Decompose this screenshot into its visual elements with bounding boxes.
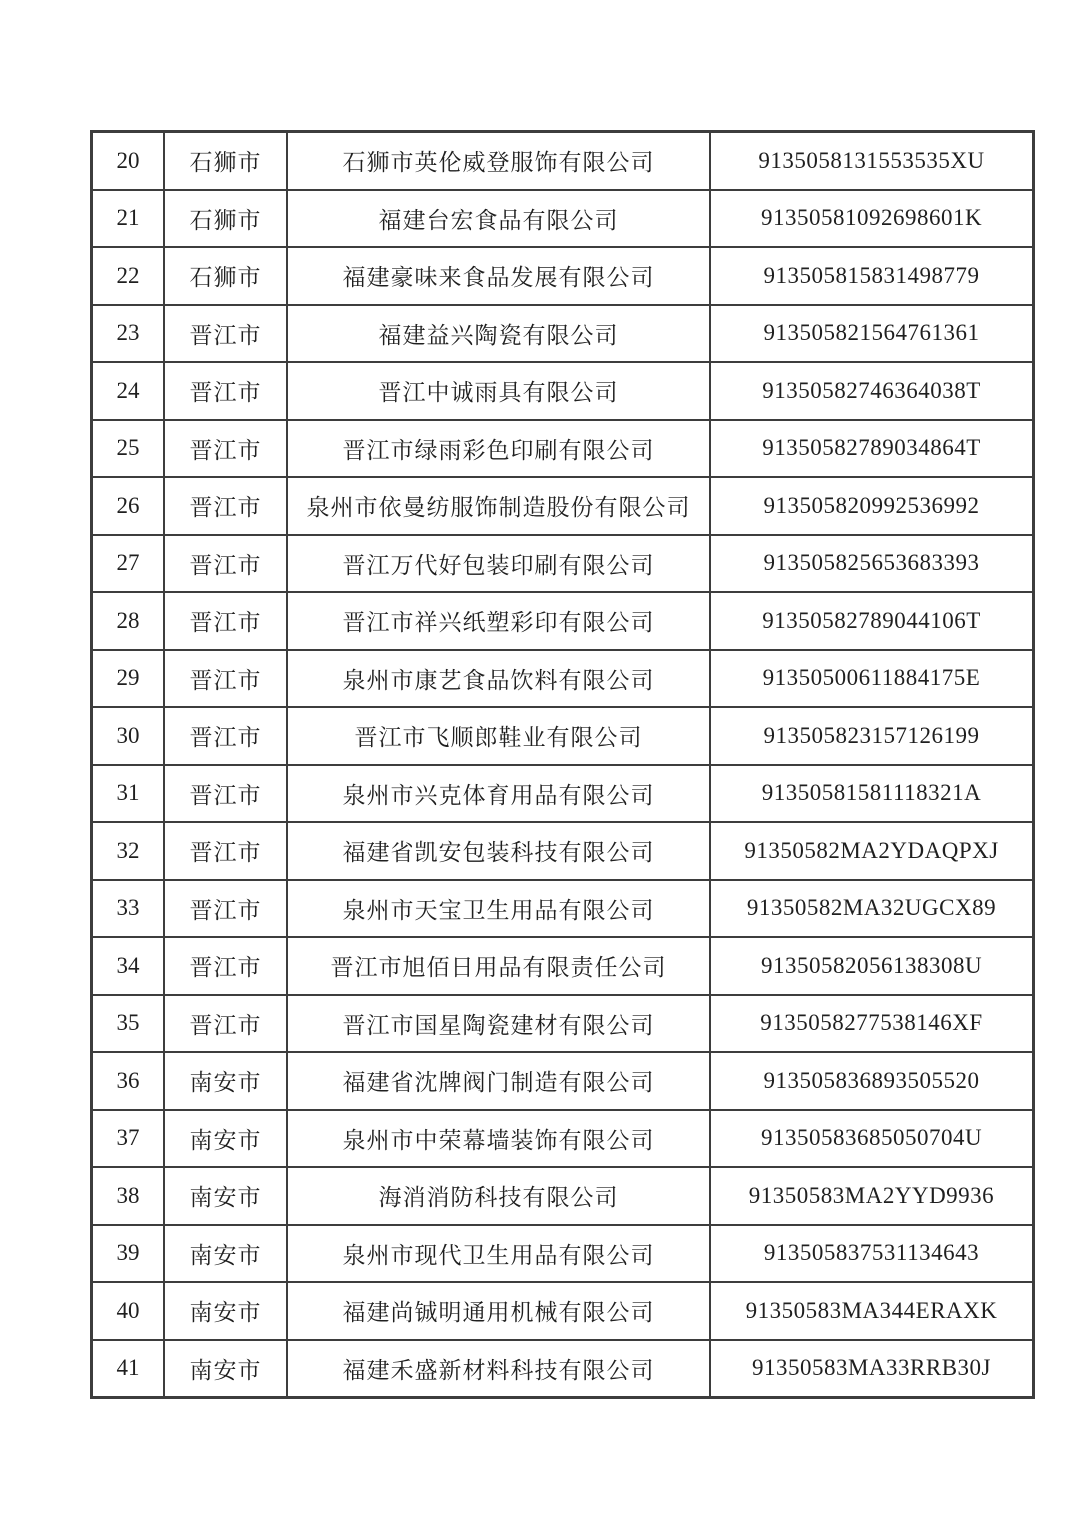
row-number-cell: 25 (92, 420, 165, 478)
credit-code-cell: 913505825653683393 (710, 535, 1034, 593)
company-name-cell: 福建台宏食品有限公司 (287, 190, 710, 248)
credit-code-cell: 91350582789034864T (710, 420, 1034, 478)
company-name-cell: 泉州市兴克体育用品有限公司 (287, 765, 710, 823)
row-number-cell: 32 (92, 822, 165, 880)
row-number-cell: 39 (92, 1225, 165, 1283)
row-number-cell: 38 (92, 1167, 165, 1225)
city-cell: 晋江市 (164, 995, 287, 1053)
credit-code-cell: 913505823157126199 (710, 707, 1034, 765)
company-name-cell: 晋江市祥兴纸塑彩印有限公司 (287, 592, 710, 650)
company-name-cell: 晋江市国星陶瓷建材有限公司 (287, 995, 710, 1053)
row-number-cell: 21 (92, 190, 165, 248)
company-name-cell: 泉州市康艺食品饮料有限公司 (287, 650, 710, 708)
credit-code-cell: 91350582MA32UGCX89 (710, 880, 1034, 938)
city-cell: 晋江市 (164, 362, 287, 420)
credit-code-cell: 913505837531134643 (710, 1225, 1034, 1283)
table-row (92, 1225, 1034, 1283)
company-name-cell: 晋江万代好包装印刷有限公司 (287, 535, 710, 593)
table-row (92, 765, 1034, 823)
credit-code-cell: 91350581092698601K (710, 190, 1034, 248)
row-number-cell: 29 (92, 650, 165, 708)
credit-code-cell: 91350582056138308U (710, 937, 1034, 995)
company-name-cell: 福建省凯安包装科技有限公司 (287, 822, 710, 880)
credit-code-cell: 91350583685050704U (710, 1110, 1034, 1168)
company-name-cell: 晋江中诚雨具有限公司 (287, 362, 710, 420)
city-cell: 晋江市 (164, 822, 287, 880)
city-cell: 晋江市 (164, 477, 287, 535)
city-cell: 石狮市 (164, 190, 287, 248)
company-name-cell: 福建尚铖明通用机械有限公司 (287, 1282, 710, 1340)
city-cell: 晋江市 (164, 765, 287, 823)
city-cell: 南安市 (164, 1167, 287, 1225)
table-row (92, 420, 1034, 478)
table-row (92, 1110, 1034, 1168)
row-number-cell: 30 (92, 707, 165, 765)
city-cell: 石狮市 (164, 247, 287, 305)
city-cell: 晋江市 (164, 650, 287, 708)
company-name-cell: 晋江市绿雨彩色印刷有限公司 (287, 420, 710, 478)
company-name-cell: 海消消防科技有限公司 (287, 1167, 710, 1225)
company-name-cell: 福建益兴陶瓷有限公司 (287, 305, 710, 363)
row-number-cell: 40 (92, 1282, 165, 1340)
table-row (92, 707, 1034, 765)
row-number-cell: 37 (92, 1110, 165, 1168)
table-row (92, 535, 1034, 593)
row-number-cell: 34 (92, 937, 165, 995)
row-number-cell: 35 (92, 995, 165, 1053)
city-cell: 南安市 (164, 1282, 287, 1340)
row-number-cell: 23 (92, 305, 165, 363)
city-cell: 南安市 (164, 1340, 287, 1398)
credit-code-cell: 91350582789044106T (710, 592, 1034, 650)
city-cell: 晋江市 (164, 592, 287, 650)
row-number-cell: 36 (92, 1052, 165, 1110)
credit-code-cell: 91350583MA33RRB30J (710, 1340, 1034, 1398)
table-row (92, 937, 1034, 995)
company-name-cell: 石狮市英伦威登服饰有限公司 (287, 132, 710, 190)
city-cell: 南安市 (164, 1225, 287, 1283)
table-row (92, 247, 1034, 305)
company-name-cell: 泉州市中荣幕墙装饰有限公司 (287, 1110, 710, 1168)
table-row (92, 822, 1034, 880)
company-name-cell: 福建省沈牌阀门制造有限公司 (287, 1052, 710, 1110)
city-cell: 南安市 (164, 1110, 287, 1168)
table-row (92, 1052, 1034, 1110)
company-name-cell: 福建豪味来食品发展有限公司 (287, 247, 710, 305)
table-row (92, 362, 1034, 420)
credit-code-cell: 9135058277538146XF (710, 995, 1034, 1053)
credit-code-cell: 91350581581118321A (710, 765, 1034, 823)
credit-code-cell: 91350500611884175E (710, 650, 1034, 708)
credit-code-cell: 913505815831498779 (710, 247, 1034, 305)
company-name-cell: 泉州市依曼纺服饰制造股份有限公司 (287, 477, 710, 535)
row-number-cell: 41 (92, 1340, 165, 1398)
table-row (92, 1167, 1034, 1225)
city-cell: 石狮市 (164, 132, 287, 190)
credit-code-cell: 91350582746364038T (710, 362, 1034, 420)
row-number-cell: 26 (92, 477, 165, 535)
table-row (92, 1340, 1034, 1398)
company-name-cell: 泉州市天宝卫生用品有限公司 (287, 880, 710, 938)
city-cell: 晋江市 (164, 305, 287, 363)
row-number-cell: 27 (92, 535, 165, 593)
city-cell: 晋江市 (164, 535, 287, 593)
table-row (92, 1282, 1034, 1340)
table-row (92, 190, 1034, 248)
company-name-cell: 晋江市飞顺郎鞋业有限公司 (287, 707, 710, 765)
table-row (92, 305, 1034, 363)
company-name-cell: 泉州市现代卫生用品有限公司 (287, 1225, 710, 1283)
table-row (92, 592, 1034, 650)
city-cell: 晋江市 (164, 937, 287, 995)
city-cell: 晋江市 (164, 880, 287, 938)
company-name-cell: 福建禾盛新材料科技有限公司 (287, 1340, 710, 1398)
row-number-cell: 20 (92, 132, 165, 190)
credit-code-cell: 913505836893505520 (710, 1052, 1034, 1110)
table-row (92, 995, 1034, 1053)
credit-code-cell: 91350583MA2YYD9936 (710, 1167, 1034, 1225)
company-table (90, 130, 1035, 1399)
credit-code-cell: 9135058131553535XU (710, 132, 1034, 190)
row-number-cell: 33 (92, 880, 165, 938)
row-number-cell: 28 (92, 592, 165, 650)
row-number-cell: 31 (92, 765, 165, 823)
row-number-cell: 22 (92, 247, 165, 305)
row-number-cell: 24 (92, 362, 165, 420)
credit-code-cell: 91350583MA344ERAXK (710, 1282, 1034, 1340)
table-row (92, 132, 1034, 190)
company-name-cell: 晋江市旭佰日用品有限责任公司 (287, 937, 710, 995)
table-row (92, 650, 1034, 708)
credit-code-cell: 91350582MA2YDAQPXJ (710, 822, 1034, 880)
credit-code-cell: 913505820992536992 (710, 477, 1034, 535)
table-row (92, 880, 1034, 938)
city-cell: 晋江市 (164, 707, 287, 765)
table-row (92, 477, 1034, 535)
company-table-body (92, 132, 1034, 1398)
city-cell: 南安市 (164, 1052, 287, 1110)
credit-code-cell: 913505821564761361 (710, 305, 1034, 363)
city-cell: 晋江市 (164, 420, 287, 478)
